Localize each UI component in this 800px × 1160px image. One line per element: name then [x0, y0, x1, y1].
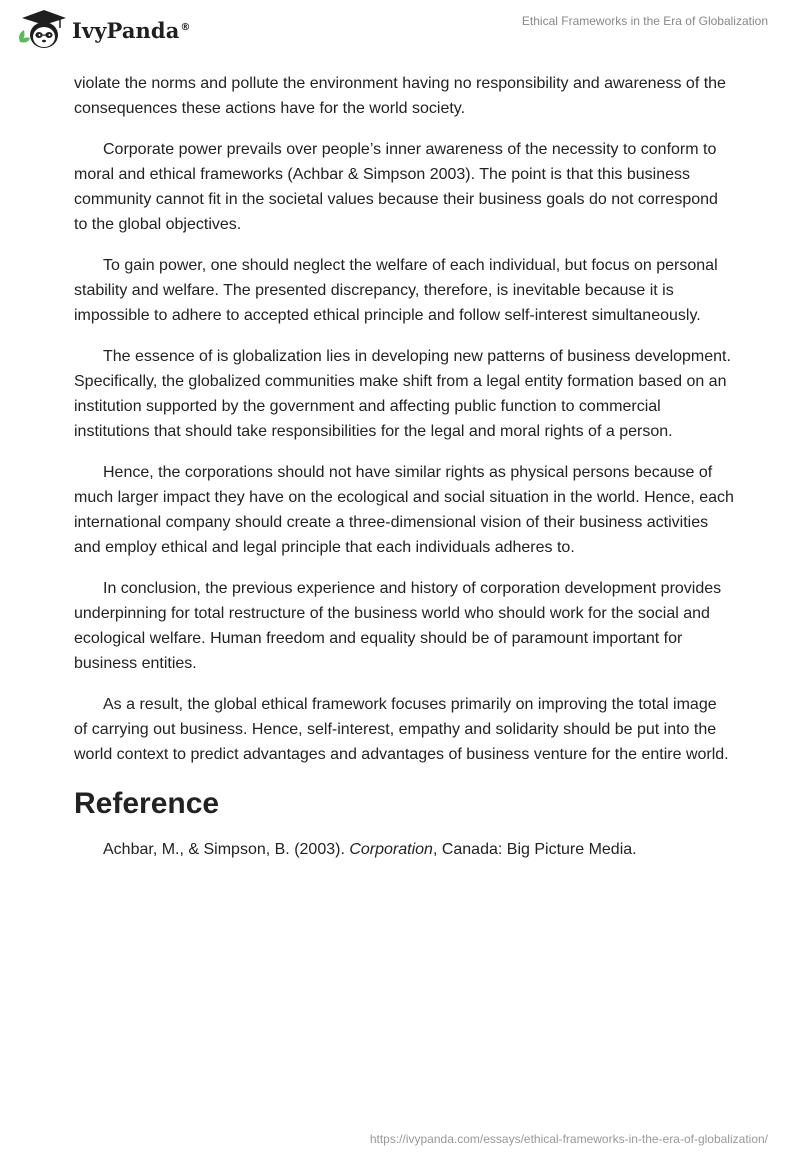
brand-name: IvyPanda® — [72, 17, 191, 43]
paragraph: Hence, the corporations should not have similar rights as physical persons because of much larger impact they have on the ecological and social situation in the world. Hence, each international company should create a three-dimensional vision of their business activities and employ ethical and legal principle that each individuals adheres to. — [74, 464, 734, 556]
reference-title: Corporation — [349, 841, 433, 858]
reference-entry — [74, 837, 734, 862]
essay-body — [74, 71, 734, 862]
reference-authors: Achbar, M., & Simpson, B. (2003). — [103, 841, 350, 858]
reference-publisher: , Canada: Big Picture Media. — [432, 841, 637, 858]
ivypanda-logo[interactable] — [14, 8, 191, 52]
paragraph: The essence of is globalization lies in developing new patterns of business development. Specifically, the globalized communities make shift from a legal entity formation based on an institution supported by the government and affecting public function to commercial institutions that should take responsibilities for the legal and moral rights of a person. — [74, 348, 731, 440]
paragraph: violate the norms and pollute the environment having no responsibility and awareness of the consequences these actions have for the world society. — [74, 75, 726, 117]
paragraph: As a result, the global ethical framework focuses primarily on improving the total image of carrying out business. Hence, self-interest, empathy and solidarity should be put into the world context to predict advantages and advantages of business venture for the entire world. — [74, 696, 729, 763]
paragraph: Corporate power prevails over people’s inner awareness of the necessity to conform to moral and ethical frameworks (Achbar & Simpson 2003). The point is that this business community cannot fit in the societal values because their business goals do not correspond to the global objectives. — [74, 141, 718, 233]
panda-graduate-icon — [14, 8, 70, 52]
reference-heading: Reference — [74, 787, 220, 820]
paragraph: To gain power, one should neglect the welfare of each individual, but focus on personal stability and welfare. The presented discrepancy, therefore, is inevitable because it is impossible to adhere to accepted ethical principle and follow self-interest simultaneously. — [74, 257, 718, 324]
page-header — [0, 0, 800, 70]
source-url[interactable]: https://ivypanda.com/essays/ethical-frameworks-in-the-era-of-globalization/ — [369, 1132, 768, 1146]
document-title: Ethical Frameworks in the Era of Globalization — [521, 14, 768, 28]
registered-mark: ® — [180, 21, 191, 33]
paragraph: In conclusion, the previous experience and history of corporation development provides underpinning for total restructure of the business world who should work for the social and ecological welfare. Human freedom and equality should be of paramount important for business entities. — [74, 580, 722, 672]
